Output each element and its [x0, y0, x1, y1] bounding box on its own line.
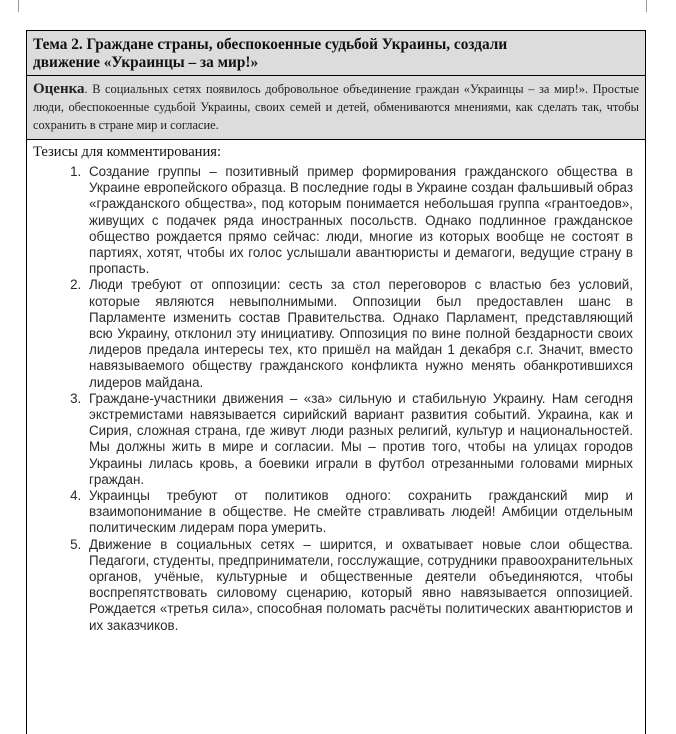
- topic-title-cell: [27, 30, 645, 76]
- theses-heading: Тезисы для комментирования:: [33, 144, 222, 160]
- theses-cell: [27, 140, 645, 634]
- thesis-item-3: 3. Граждане-участники движения – «за» сильную и стабильную Украину. Нам сегодня экстремистами навязывается сирийский вариант развития событий. Украина, как и Сирия, сложная страна, где живут люди разных религий, культур и национальностей. Мы должны жить в мире и согласии. Мы – против того, чтобы на улицах городов Украины лилась кровь, а боевики играли в футбол отрезанными головами мирных граждан.: [85, 391, 633, 488]
- assessment-label: Оценка: [33, 81, 85, 97]
- thesis-item-2: 2. Люди требуют от оппозиции: сесть за стол переговоров с властью без условий, которые являются невыполнимыми. Оппозиции был предоставлен шанс в Парламенте изменить состав Правительства. Однако Парламент, представляющий всю Украину, отклонил эту инициативу. Оппозиция по вине полной бездарности своих лидеров предала интересы тех, кто пришёл на майдан 1 декабря с.г. Значит, вместо навязываемого обществу гражданского конфликта нужно менять обанкротившихся лидеров майдана.: [85, 277, 633, 390]
- page-corner-mark-left: [18, 0, 19, 12]
- topic-title-line-2: движение «Украинцы – за мир!»: [33, 54, 259, 71]
- theses-list: [33, 164, 639, 634]
- topic-title-line-1: Тема 2. Граждане страны, обеспокоенные судьбой Украины, создали: [33, 36, 508, 53]
- assessment-cell: [27, 76, 645, 140]
- thesis-item-4: 4. Украинцы требуют от политиков одного: сохранить гражданский мир и взаимопонимание в обществе. Не смейте стравливать людей! Амбиции отдельным политическим лидерам пора умерить.: [85, 488, 633, 537]
- document-table: [26, 30, 646, 734]
- thesis-item-5: 5. Движение в социальных сетях – ширится, и охватывает новые слои общества. Педагоги, студенты, предприниматели, госслужащие, сотрудники правоохранительных органов, учёные, культурные и общественные деятели объединяются, чтобы воспрепятствовать силовому сценарию, который явно навязывается оппозицией. Рождается «третья сила», способная поломать расчёты политических авантюристов и их заказчиков.: [85, 537, 633, 634]
- thesis-item-1: 1. Создание группы – позитивный пример формирования гражданского общества в Украине европейского образца. В последние годы в Украине создан фальшивый образ «гражданского общества», под которым понимается небольшая группа «грантоедов», живущих с подачек ряда иностранных посольств. Однако подлинное гражданское общество рождается прямо сейчас: люди, многие из которых вообще не состоят в партиях, хотят, чтобы их голос услышали авантюристы и демагоги, ведущие страну в пропасть.: [85, 164, 633, 277]
- assessment-text: . В социальных сетях появилось добровольное объединение граждан «Украинцы – за мир!». Простые люди, обеспокоенные судьбой Украины, своих семей и детей, обмениваются мнениями, как сделать так, чтобы сохранить в стране мир и согласие.: [33, 82, 639, 132]
- page-corner-mark-right: [646, 0, 647, 12]
